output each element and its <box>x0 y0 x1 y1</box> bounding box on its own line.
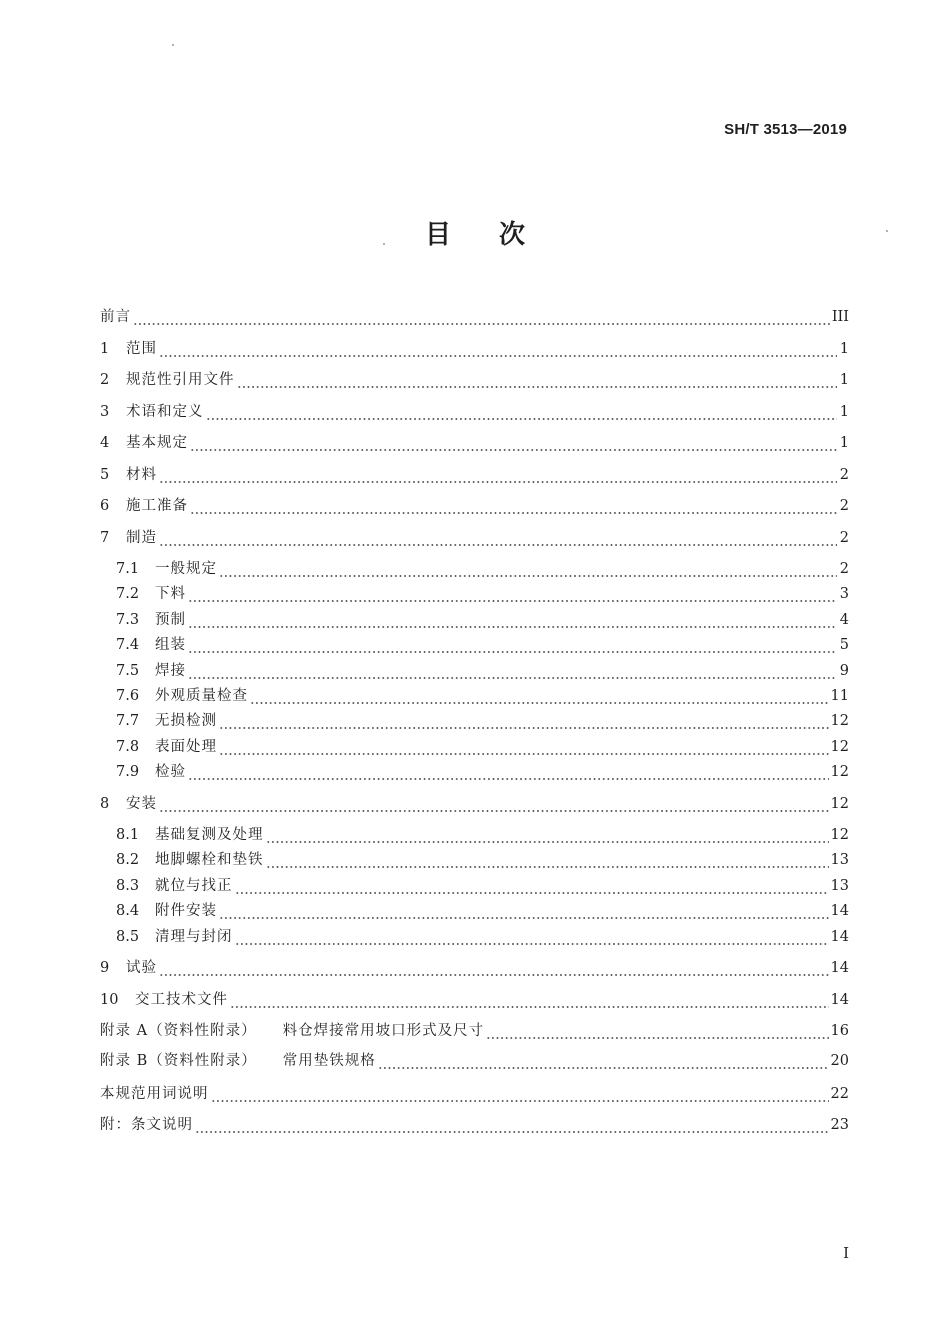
toc-entry-8[interactable] <box>100 793 849 815</box>
toc-entry-page: 16 <box>830 1023 849 1039</box>
dot-leader <box>219 900 829 922</box>
toc-entry-title: 附：条文说明 <box>100 1117 193 1133</box>
dot-leader <box>188 761 829 783</box>
toc-entry-7-7[interactable] <box>116 710 849 732</box>
toc-entry-number: 7 <box>100 530 110 546</box>
toc-entry-title: 规范性引用文件 <box>126 372 235 388</box>
dot-leader <box>211 1083 829 1105</box>
toc-entry-8-1[interactable] <box>116 824 849 846</box>
toc-entry-page: 2 <box>839 467 849 483</box>
toc-entry-3[interactable] <box>100 401 849 423</box>
toc-entry-appendix-a[interactable] <box>100 1020 849 1042</box>
toc-entry-number: 8.4 <box>116 903 140 919</box>
appendix-label: 附录 A（资料性附录） <box>100 1023 257 1039</box>
toc-entry-page: 13 <box>830 878 849 894</box>
toc-entry-9[interactable] <box>100 957 849 979</box>
toc-entry-number: 8.1 <box>116 827 140 843</box>
dot-leader <box>190 432 837 454</box>
toc-entry-number: 9 <box>100 960 110 976</box>
toc-entry-title: 检验 <box>155 764 186 780</box>
toc-entry-page: 22 <box>830 1086 849 1102</box>
page-title: 目次 <box>424 220 573 250</box>
toc-entry-7-2[interactable] <box>116 583 849 605</box>
toc-entry-title: 表面处理 <box>155 739 217 755</box>
toc-entry-page: 13 <box>830 852 849 868</box>
toc-entry-number: 2 <box>100 372 110 388</box>
toc-entry-page: 12 <box>830 827 849 843</box>
toc-entry-number: 1 <box>100 341 110 357</box>
dot-leader <box>188 634 837 656</box>
toc-entry-page: 11 <box>830 688 849 704</box>
toc-entry-number: 3 <box>100 404 110 420</box>
toc-entry-7-4[interactable] <box>116 634 849 656</box>
toc-entry-6[interactable] <box>100 495 849 517</box>
toc-entry-number: 8.2 <box>116 852 140 868</box>
toc-entry-7-3[interactable] <box>116 609 849 631</box>
toc-entry-title: 安装 <box>126 796 157 812</box>
toc-entry-5[interactable] <box>100 464 849 486</box>
toc-entry-number: 7.4 <box>116 637 140 653</box>
dot-leader <box>266 849 829 871</box>
toc-entry-page: 1 <box>839 372 849 388</box>
dot-leader <box>237 369 838 391</box>
toc-entry-title: 一般规定 <box>155 561 217 577</box>
toc-entry-number: 10 <box>100 992 119 1008</box>
toc-entry-8-5[interactable] <box>116 926 849 948</box>
toc-entry-title: 组装 <box>155 637 186 653</box>
toc-entry-10[interactable] <box>100 989 849 1011</box>
toc-entry-page: 1 <box>839 435 849 451</box>
toc-entry-title: 交工技术文件 <box>135 992 228 1008</box>
scan-speck <box>886 230 888 232</box>
dot-leader <box>266 824 829 846</box>
toc-entry-foreword[interactable] <box>100 306 849 328</box>
toc-entry-page: 4 <box>839 612 849 628</box>
toc-entry-number: 8.5 <box>116 929 140 945</box>
toc-entry-title: 试验 <box>126 960 157 976</box>
toc-entry-page: 12 <box>830 713 849 729</box>
toc-entry-number: 5 <box>100 467 110 483</box>
toc-entry-2[interactable] <box>100 369 849 391</box>
toc-entry-7-6[interactable] <box>116 685 849 707</box>
dot-leader <box>219 736 829 758</box>
toc-entry-title: 清理与封闭 <box>155 929 233 945</box>
toc-entry-title: 本规范用词说明 <box>100 1086 209 1102</box>
toc-entry-clause-explanation[interactable] <box>100 1114 849 1136</box>
toc-entry-number: 8 <box>100 796 110 812</box>
toc-entry-1[interactable] <box>100 338 849 360</box>
toc-entry-wording-explanation[interactable] <box>100 1083 849 1105</box>
toc-entry-title: 制造 <box>126 530 157 546</box>
toc-entry-number: 7.7 <box>116 713 140 729</box>
toc-entry-appendix-b[interactable] <box>100 1050 849 1072</box>
toc-entry-page: 20 <box>830 1053 849 1069</box>
toc-entry-page: 12 <box>830 764 849 780</box>
dot-leader <box>190 495 837 517</box>
toc-entry-page: 5 <box>839 637 849 653</box>
toc-entry-title <box>100 1020 484 1042</box>
dot-leader <box>250 685 829 707</box>
appendix-subtitle: 料仓焊接常用坡口形式及尺寸 <box>282 1023 485 1039</box>
toc-entry-title: 附件安装 <box>155 903 217 919</box>
toc-entry-8-2[interactable] <box>116 849 849 871</box>
toc-entry-page: 14 <box>830 903 849 919</box>
toc-entry-title: 下料 <box>155 586 186 602</box>
toc-entry-title: 无损检测 <box>155 713 217 729</box>
toc-entry-title: 地脚螺栓和垫铁 <box>155 852 264 868</box>
toc-entry-7-5[interactable] <box>116 660 849 682</box>
toc-entry-title: 外观质量检查 <box>155 688 248 704</box>
toc-entry-title: 基本规定 <box>126 435 188 451</box>
toc-entry-8-4[interactable] <box>116 900 849 922</box>
dot-leader <box>235 875 829 897</box>
dot-leader <box>206 401 838 423</box>
toc-entry-page: 23 <box>830 1117 849 1133</box>
toc-entry-7[interactable] <box>100 527 849 549</box>
toc-entry-page: 2 <box>839 498 849 514</box>
dot-leader <box>159 957 829 979</box>
toc-entry-page: 1 <box>839 341 849 357</box>
dot-leader <box>188 609 837 631</box>
toc-entry-title: 施工准备 <box>126 498 188 514</box>
toc-entry-7-9[interactable] <box>116 761 849 783</box>
toc-entry-number: 6 <box>100 498 110 514</box>
toc-entry-page: 14 <box>830 929 849 945</box>
dot-leader <box>219 710 829 732</box>
toc-entry-7-8[interactable] <box>116 736 849 758</box>
scan-speck <box>383 243 385 245</box>
toc-entry-number: 4 <box>100 435 110 451</box>
toc-entry-page: III <box>831 309 849 325</box>
toc-entry-number: 8.3 <box>116 878 140 894</box>
dot-leader <box>195 1114 829 1136</box>
toc-entry-page: 2 <box>839 561 849 577</box>
toc-entry-page: 3 <box>839 586 849 602</box>
toc-entry-title: 范围 <box>126 341 157 357</box>
dot-leader <box>159 464 837 486</box>
toc-entry-7-1[interactable] <box>116 558 849 580</box>
toc-entry-number: 7.2 <box>116 586 140 602</box>
dot-leader <box>486 1020 828 1042</box>
dot-leader <box>133 306 830 328</box>
toc-entry-number: 7.1 <box>116 561 140 577</box>
dot-leader <box>159 793 829 815</box>
toc-entry-title: 预制 <box>155 612 186 628</box>
scan-speck <box>172 44 174 46</box>
toc-entry-title: 术语和定义 <box>126 404 204 420</box>
toc-entry-number: 7.3 <box>116 612 140 628</box>
dot-leader <box>188 583 837 605</box>
toc-entry-page: 2 <box>839 530 849 546</box>
toc-entry-title <box>100 1050 376 1072</box>
toc-entry-page: 1 <box>839 404 849 420</box>
dot-leader <box>235 926 829 948</box>
toc-entry-title: 材料 <box>126 467 157 483</box>
toc-entry-8-3[interactable] <box>116 875 849 897</box>
dot-leader <box>219 558 837 580</box>
toc-entry-page: 14 <box>830 960 849 976</box>
appendix-subtitle: 常用垫铁规格 <box>282 1053 376 1069</box>
dot-leader <box>188 660 837 682</box>
page-number: I <box>843 1244 849 1262</box>
toc-entry-page: 12 <box>830 796 849 812</box>
dot-leader <box>378 1050 829 1072</box>
dot-leader <box>230 989 829 1011</box>
toc-entry-page: 9 <box>839 663 849 679</box>
dot-leader <box>159 338 837 360</box>
toc-entry-title: 焊接 <box>155 663 186 679</box>
toc-entry-number: 7.9 <box>116 764 140 780</box>
toc-entry-title: 基础复测及处理 <box>155 827 264 843</box>
standard-code: SH/T 3513—2019 <box>724 121 847 138</box>
dot-leader <box>159 527 837 549</box>
toc-entry-number: 7.5 <box>116 663 140 679</box>
toc-entry-page: 12 <box>830 739 849 755</box>
toc-entry-title: 前言 <box>100 309 131 325</box>
appendix-label: 附录 B（资料性附录） <box>100 1053 257 1069</box>
toc-entry-title: 就位与找正 <box>155 878 233 894</box>
toc-entry-4[interactable] <box>100 432 849 454</box>
toc-entry-page: 14 <box>830 992 849 1008</box>
toc-entry-number: 7.8 <box>116 739 140 755</box>
toc-entry-number: 7.6 <box>116 688 140 704</box>
